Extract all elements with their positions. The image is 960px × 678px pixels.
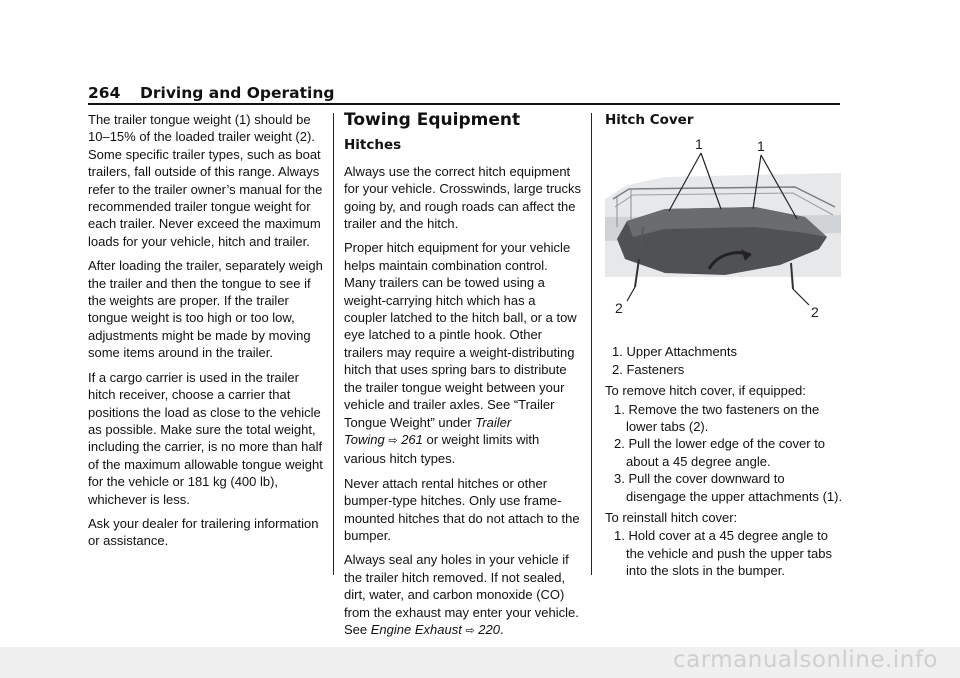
column-divider-2 xyxy=(591,113,592,575)
column-divider-1 xyxy=(333,113,334,575)
paragraph-weighing: After loading the trailer, separately weigh the trailer and then the tongue to see if the weights are proper. If the trailer tongue weight is too high or too low, adjustments might be made by moving some items around in the trailer. xyxy=(88,258,323,361)
link-page-220[interactable]: 220 xyxy=(478,621,500,637)
page-reference-arrow-icon: ⇨ xyxy=(388,434,398,447)
page-number: 264 xyxy=(88,84,121,102)
footer-bar xyxy=(0,647,960,678)
list-item: 3. Pull the cover downward to disengage the upper attachments (1). xyxy=(614,471,843,504)
callout-1-left: 1 xyxy=(695,137,703,153)
reinstall-steps-list xyxy=(605,527,843,579)
paragraph-seal-holes: Always seal any holes in your vehicle if the trailer hitch removed. If not sealed, dirt, water, and carbon monoxide (CO) from the exhaust may enter your vehicle. See Engine Exhaust ⇨ 220. xyxy=(344,552,579,637)
link-trailer-towing[interactable]: Trailer Towing xyxy=(344,414,512,447)
paragraph-proper-hitch: Proper hitch equipment for your vehicle helps maintain combination control. Many trailers can be towed using a weight-carrying hitch which has a coupler latched to the hitch ball, or a tow eye latched to a pintle hook. Other trailers may require a weight-distributing hitch that uses spring bars to distribute the trailer tongue weight between your vehicle and trailer axles. See “Trailer Tongue Weight” under Trailer Towing ⇨ 261 or weight limits with various hitch types. xyxy=(344,240,577,467)
link-engine-exhaust[interactable]: Engine Exhaust xyxy=(370,621,462,637)
list-item: 1. Remove the two fasteners on the lower tabs (2). xyxy=(614,401,820,435)
heading-hitch-cover: Hitch Cover xyxy=(605,112,694,128)
paragraph-dealer: Ask your dealer for trailering information or assistance. xyxy=(88,515,319,549)
remove-steps-list xyxy=(605,401,843,505)
column-3 xyxy=(605,111,843,584)
legend-item: 2. Fasteners xyxy=(612,361,685,377)
callout-2-left: 2 xyxy=(615,300,623,317)
heading-hitches: Hitches xyxy=(344,137,402,154)
callout-2-right: 2 xyxy=(811,304,819,321)
column-2 xyxy=(344,111,581,647)
paragraph-rental-hitches: Never attach rental hitches or other bumper-type hitches. Only use frame-mounted hitches that do not attach to the bumper. xyxy=(344,475,580,543)
heading-towing-equipment: Towing Equipment xyxy=(344,110,521,130)
paragraph-cargo-carrier: If a cargo carrier is used in the trailer hitch receiver, choose a carrier that positions the load as close to the vehicle as possible. Make sure the total weight, including the carrier, is no more than half of the maximum allowable tongue weight for the vehicle or 181 kg (400 lb), whichever is less. xyxy=(88,369,323,507)
hitch-cover-illustration xyxy=(605,137,841,337)
reinstall-intro: To reinstall hitch cover: xyxy=(605,510,738,526)
header-rule xyxy=(88,103,840,105)
remove-intro: To remove hitch cover, if equipped: xyxy=(605,383,806,399)
page-header xyxy=(88,84,840,104)
section-title: Driving and Operating xyxy=(140,84,335,102)
callout-1-right: 1 xyxy=(757,138,765,155)
paragraph-tongue-weight: The trailer tongue weight (1) should be 10–15% of the loaded trailer weight (2). Some specific trailer types, such as boat trailers, fall outside of this range. Always refer to the trailer owner’s manual for the recommended trailer tongue weight for each trailer. Never exceed the maximum loads for your vehicle, hitch and trailer. xyxy=(88,112,323,249)
column-1 xyxy=(88,111,326,557)
paragraph-correct-hitch: Always use the correct hitch equipment for your vehicle. Crosswinds, large trucks going by, and rough roads can affect the trailer and the hitch. xyxy=(344,163,581,232)
watermark: carmanualsonline.info xyxy=(672,647,938,673)
link-page-261[interactable]: 261 xyxy=(401,431,423,447)
figure-legend xyxy=(605,343,843,378)
page-reference-arrow-icon: ⇨ xyxy=(465,624,475,637)
hitch-cover-drawing xyxy=(605,137,841,337)
legend-item: 1. Upper Attachments xyxy=(612,344,738,360)
list-item: 1. Hold cover at a 45 degree angle to the vehicle and push the upper tabs into the slots in the bumper. xyxy=(614,528,832,579)
list-item: 2. Pull the lower edge of the cover to about a 45 degree angle. xyxy=(614,436,826,469)
